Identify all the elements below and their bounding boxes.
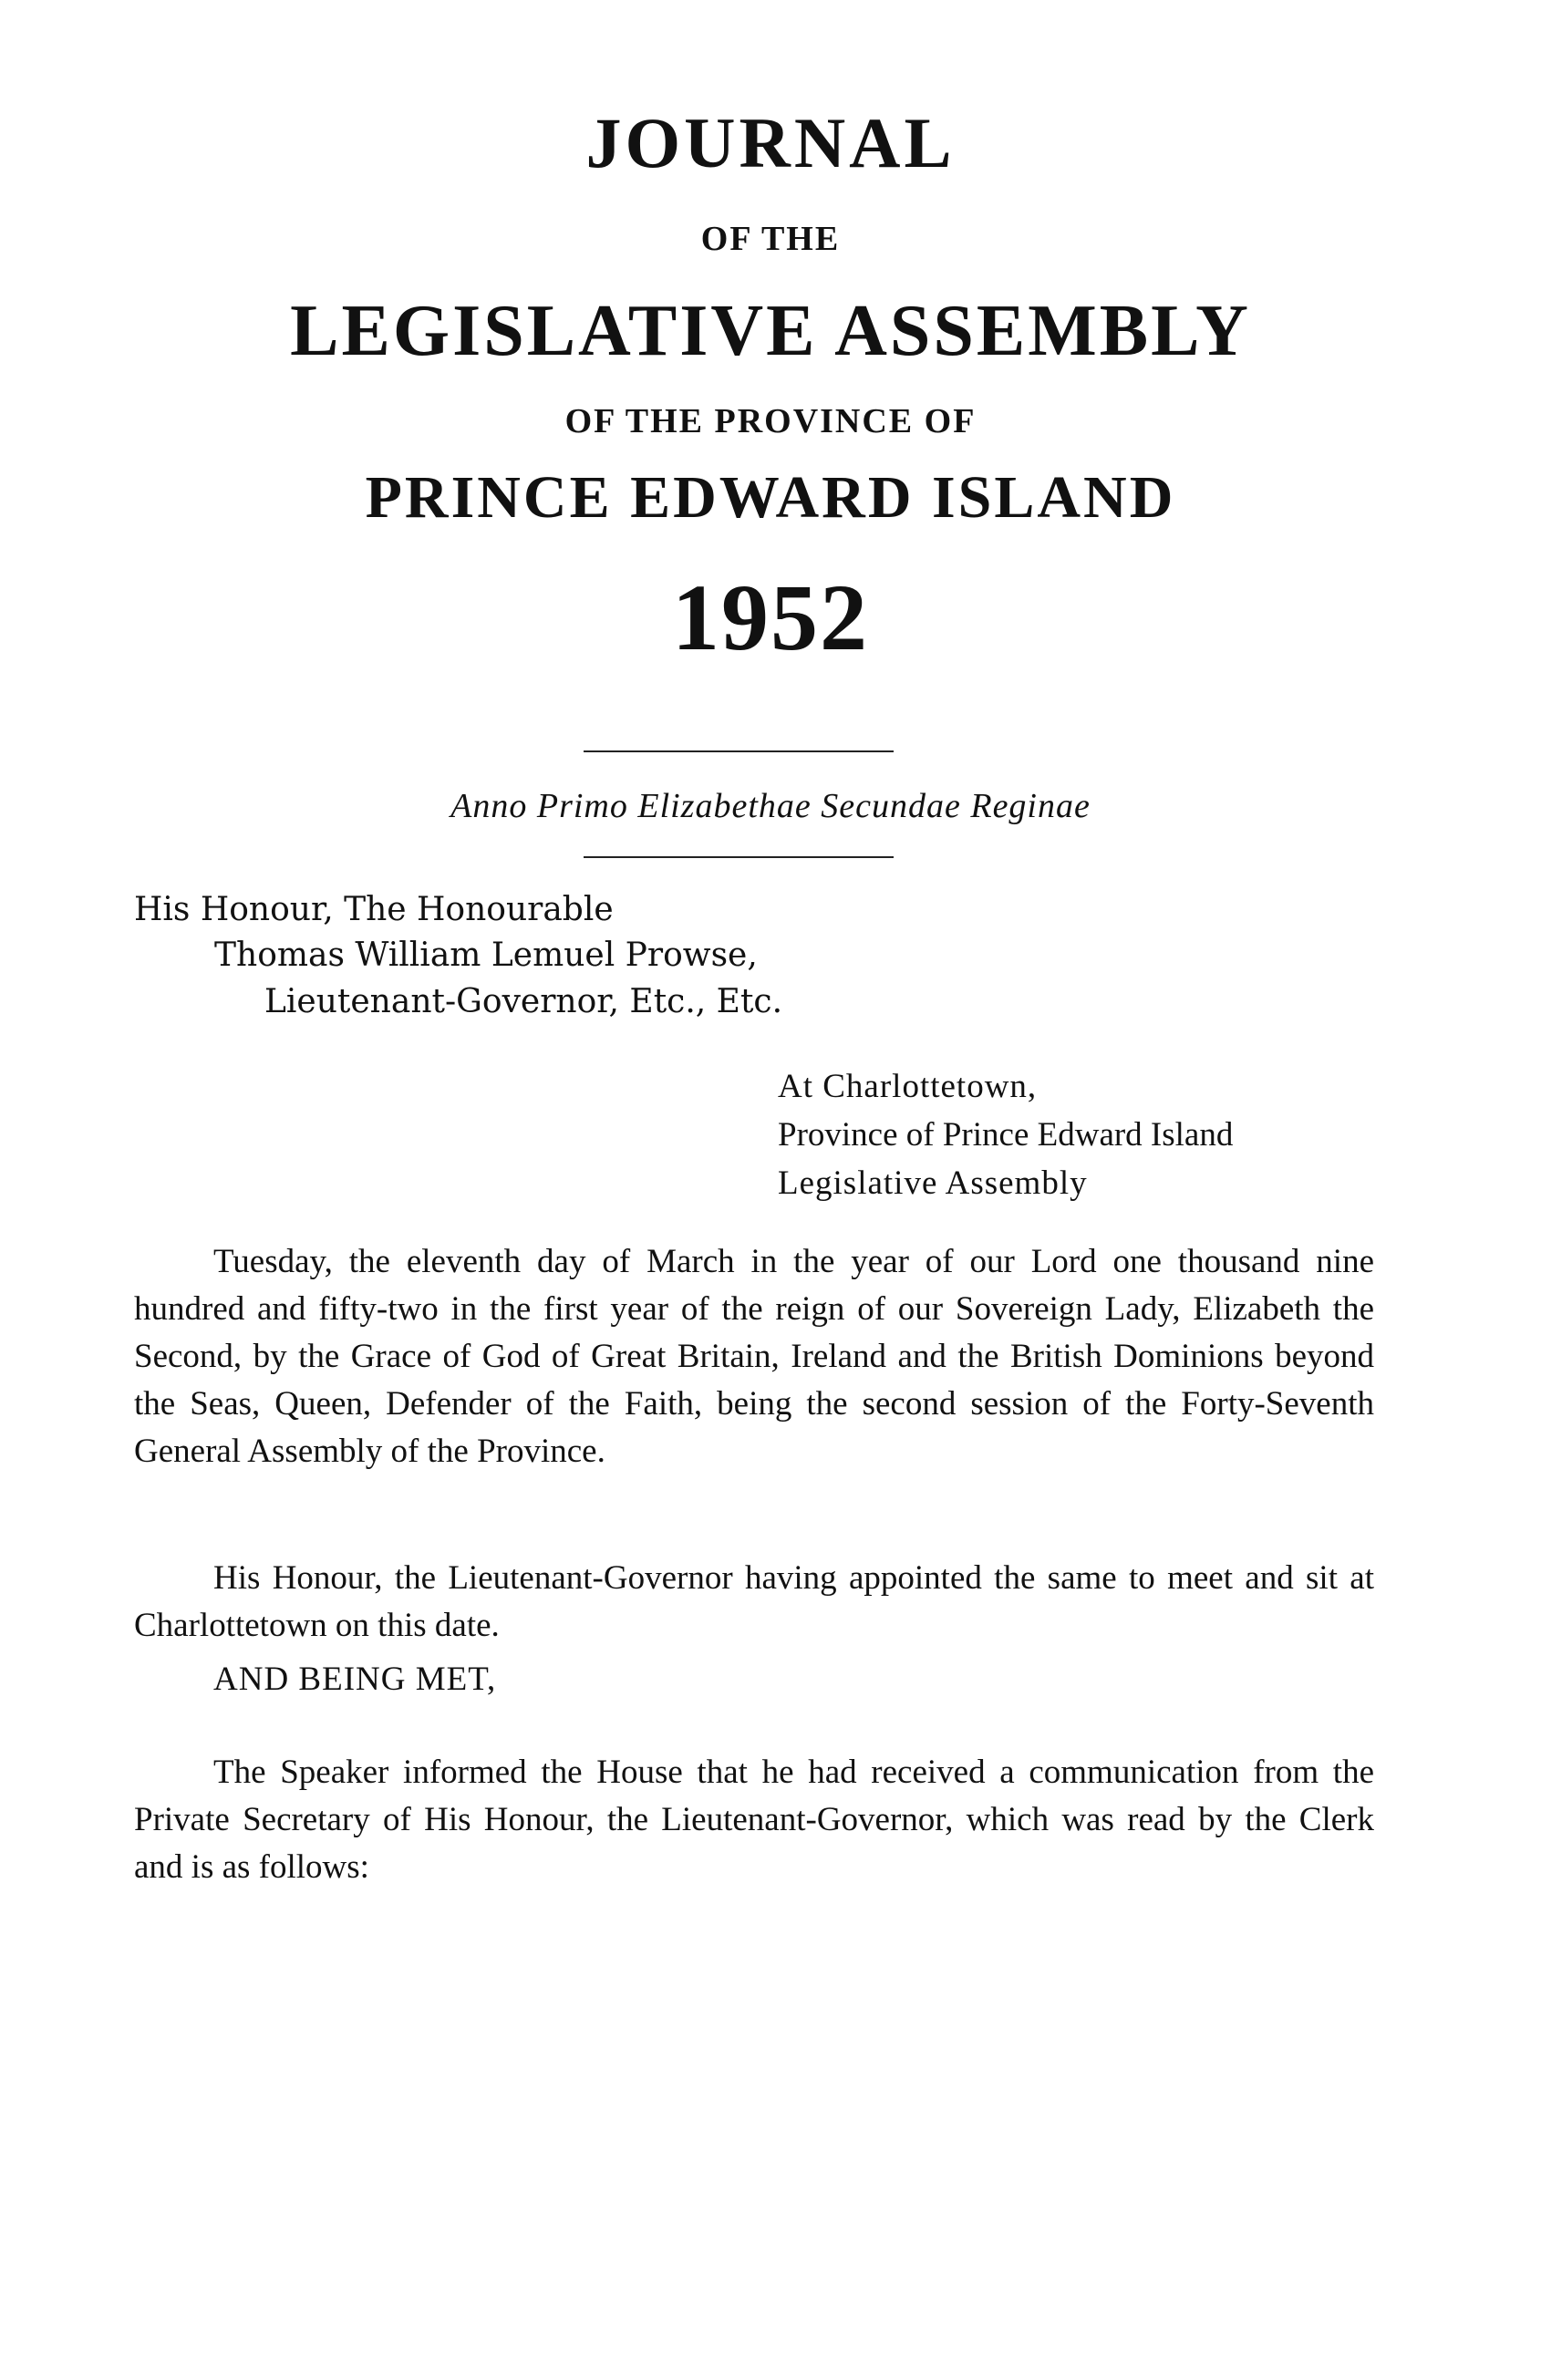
place-line-2: Province of Prince Edward Island xyxy=(778,1116,1234,1154)
governor-line-2: Thomas William Lemuel Prowse, xyxy=(214,936,758,974)
divider-bottom xyxy=(584,856,894,858)
governor-line-1: His Honour, The Honourable xyxy=(134,891,614,928)
title-journal: JOURNAL xyxy=(585,103,956,182)
title-year: 1952 xyxy=(672,565,869,670)
place-line-3: Legislative Assembly xyxy=(778,1164,1088,1202)
paragraph-opening: Tuesday, the eleventh day of March in the year of our Lord one thousand nine hundred and fifty-two in the first year of the reign of our Sovereign Lady, Elizabeth the Second, by the Grace of God of Great Britain, Ireland and the British Dominions beyond the Seas, Queen, Defender of the Faith, being the second session of the Forty-Seventh General Assembly of the Province. xyxy=(134,1243,1374,1470)
paragraph-speaker: The Speaker informed the House that he had received a communication from the Private Secretary of His Honour, the Lieutenant-Governor, which was read by the Clerk and is as follows: xyxy=(134,1754,1374,1886)
title-of-the-province-of: OF THE PROVINCE OF xyxy=(564,402,977,440)
paragraph-and-being-met: AND BEING MET, xyxy=(213,1661,497,1698)
regnal-year: Anno Primo Elizabethae Secundae Reginae xyxy=(450,787,1091,825)
title-legislative-assembly: LEGISLATIVE ASSEMBLY xyxy=(290,291,1251,371)
divider-top xyxy=(584,750,894,752)
title-of-the: OF THE xyxy=(700,220,841,258)
governor-line-3: Lieutenant-Governor, Etc., Etc. xyxy=(264,983,783,1020)
title-prince-edward-island: PRINCE EDWARD ISLAND xyxy=(365,464,1176,531)
place-line-1: At Charlottetown, xyxy=(778,1068,1038,1105)
paragraph-appointment: His Honour, the Lieutenant-Governor having appointed the same to meet and sit at Charlottetown on this date. xyxy=(134,1559,1374,1644)
